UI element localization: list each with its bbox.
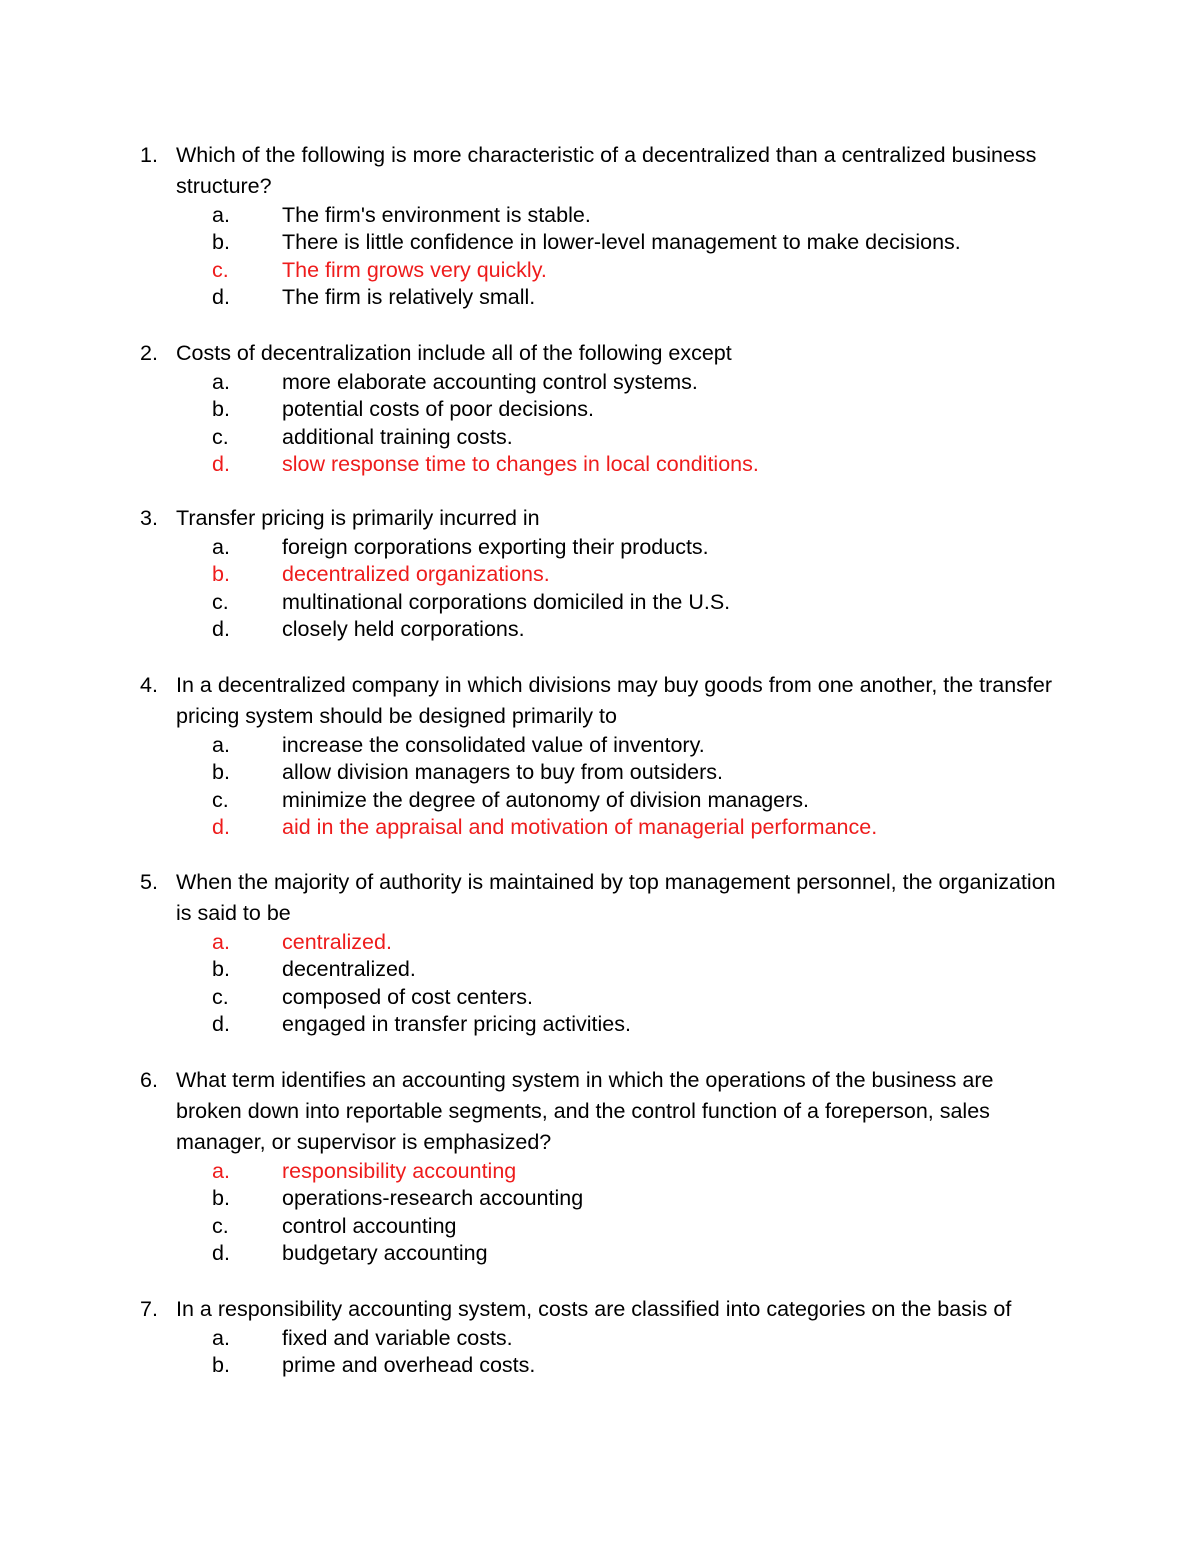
option-a-correct-answer: a. centralized. xyxy=(212,930,392,954)
option-b: b. potential costs of poor decisions. xyxy=(212,397,594,422)
option-c-correct-answer: c. The firm grows very quickly. xyxy=(212,257,547,282)
question-number: 7. xyxy=(140,1297,158,1321)
question-6 xyxy=(140,1065,1060,1268)
question-text: Costs of decentralization include all of the following except xyxy=(176,341,732,365)
option-c: c. control accounting xyxy=(212,1213,457,1238)
option-d: d. The firm is relatively small. xyxy=(212,285,536,310)
question-number: 1. xyxy=(140,143,158,167)
option-d-correct-answer: d. slow response time to changes in local conditions. xyxy=(212,452,759,477)
option-d: d. engaged in transfer pricing activities. xyxy=(212,1012,631,1037)
question-number: 3. xyxy=(140,506,158,530)
option-b: b. decentralized. xyxy=(212,957,416,982)
question-7 xyxy=(140,1294,1060,1380)
option-b: b. There is little confidence in lower-level management to make decisions. xyxy=(212,230,961,255)
option-a: a. The firm's environment is stable. xyxy=(212,203,591,227)
option-a: a. increase the consolidated value of inventory. xyxy=(212,733,705,757)
question-text: In a responsibility accounting system, costs are classified into categories on the basis of xyxy=(176,1297,1012,1321)
option-c: c. minimize the degree of autonomy of division managers. xyxy=(212,787,810,812)
question-number: 5. xyxy=(140,870,158,894)
question-text: In a decentralized company in which divisions may buy goods from one another, the transfer pricing system should be designed primarily to xyxy=(176,673,1053,728)
question-5 xyxy=(140,867,1060,1039)
question-3 xyxy=(140,503,1060,644)
option-b: b. operations-research accounting xyxy=(212,1186,584,1211)
option-b-correct-answer: b. decentralized organizations. xyxy=(212,562,550,587)
question-1 xyxy=(140,140,1060,312)
question-text: When the majority of authority is maintained by top management personnel, the organization is said to be xyxy=(176,870,1056,925)
option-a-correct-answer: a. responsibility accounting xyxy=(212,1159,517,1183)
question-2 xyxy=(140,338,1060,479)
option-c: c. additional training costs. xyxy=(212,424,513,449)
option-d: d. closely held corporations. xyxy=(212,617,525,642)
question-number: 6. xyxy=(140,1068,158,1092)
question-4 xyxy=(140,670,1060,842)
question-number: 2. xyxy=(140,341,158,365)
question-text: Transfer pricing is primarily incurred in xyxy=(176,506,540,530)
question-number: 4. xyxy=(140,673,158,697)
question-text: What term identifies an accounting system in which the operations of the business are broken down into reportable segments, and the control function of a foreperson, sales manager, or supervisor is emphasized? xyxy=(176,1068,994,1154)
option-a: a. foreign corporations exporting their products. xyxy=(212,535,709,559)
option-c: c. multinational corporations domiciled in the U.S. xyxy=(212,589,731,614)
option-a: a. more elaborate accounting control systems. xyxy=(212,370,698,394)
option-b: b. prime and overhead costs. xyxy=(212,1353,536,1378)
option-a: a. fixed and variable costs. xyxy=(212,1326,513,1350)
question-text: Which of the following is more characteristic of a decentralized than a centralized business structure? xyxy=(176,143,1037,198)
option-d: d. budgetary accounting xyxy=(212,1241,488,1266)
option-d-correct-answer: d. aid in the appraisal and motivation of managerial performance. xyxy=(212,815,878,840)
option-b: b. allow division managers to buy from outsiders. xyxy=(212,760,723,785)
option-c: c. composed of cost centers. xyxy=(212,984,533,1009)
